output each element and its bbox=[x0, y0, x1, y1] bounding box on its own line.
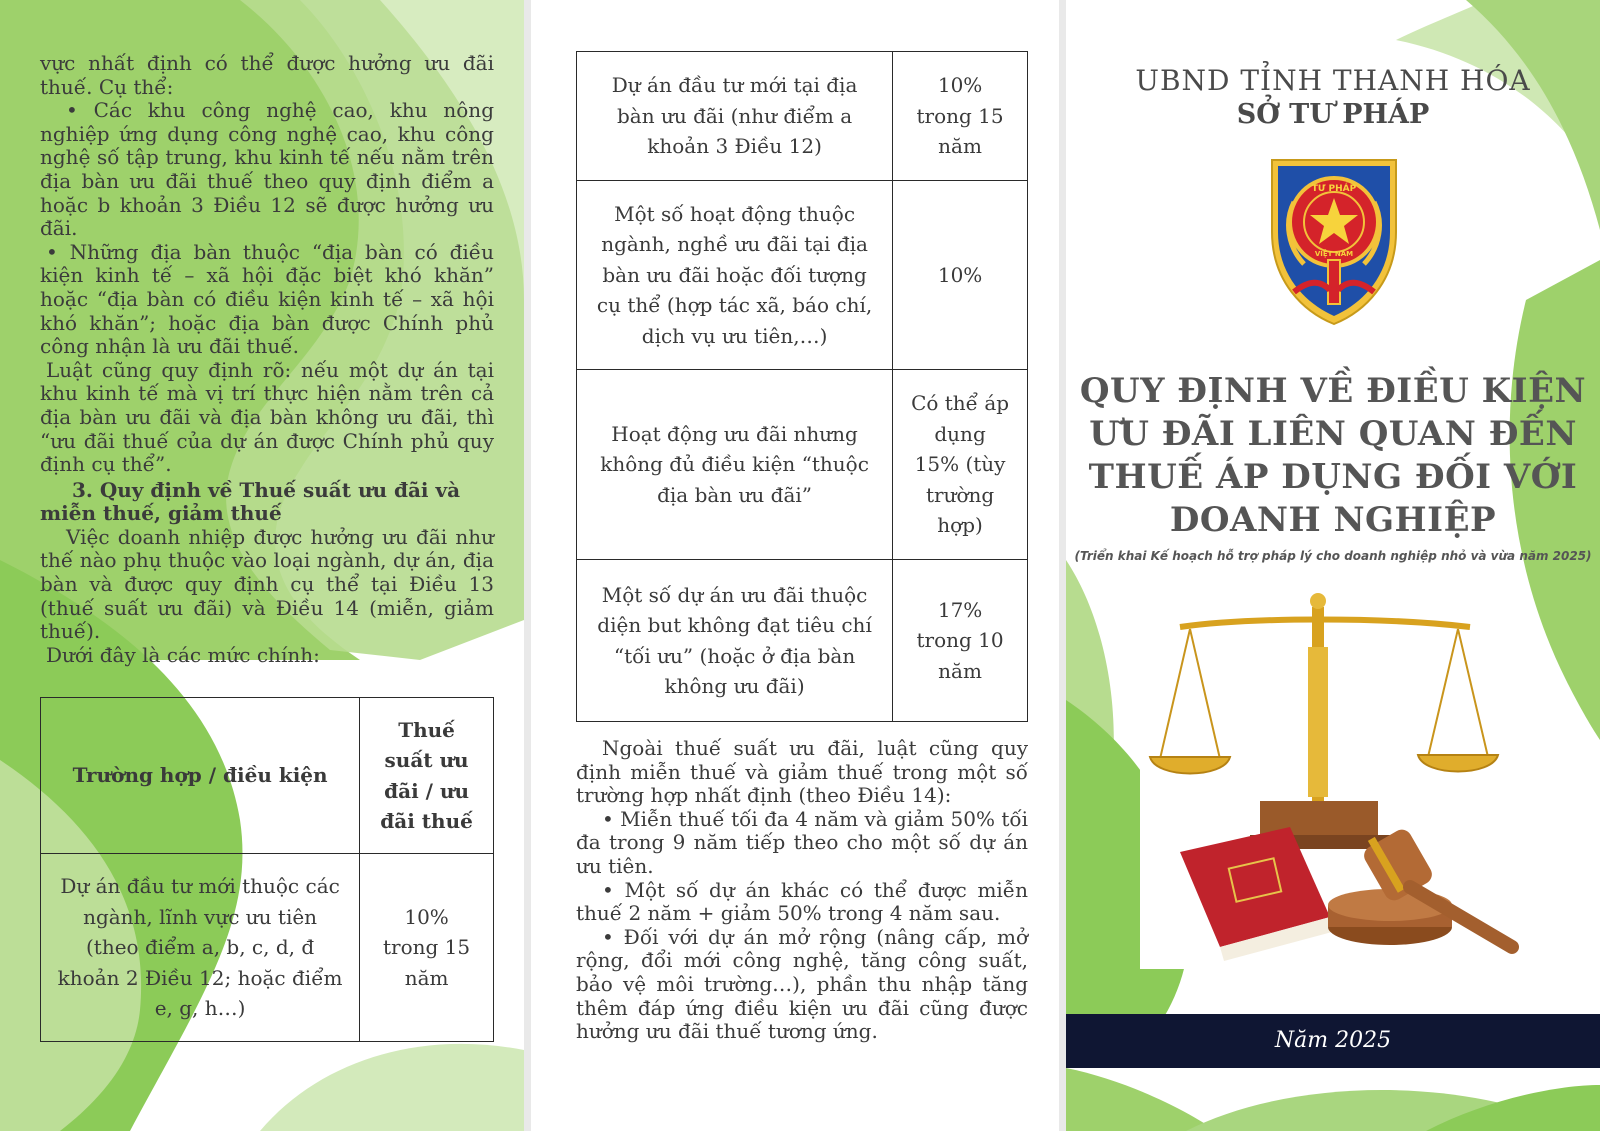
table-row bbox=[577, 52, 1028, 181]
scales-illustration-icon bbox=[1140, 587, 1526, 969]
middle-paragraph-1: Ngoài thuế suất ưu đãi, luật cũng quy định miễn thuế và giảm thuế trong một số trường hợp nhất định (theo Điều 14): bbox=[576, 736, 1028, 808]
org-line-1: UBND TỈNH THANH HÓA bbox=[1135, 64, 1531, 97]
row-rate: 10% trong 15 năm bbox=[893, 52, 1028, 181]
table-row bbox=[41, 854, 494, 1042]
cover-subtitle: (Triển khai Kế hoạch hỗ trợ pháp lý cho doanh nghiệp nhỏ và vừa năm 2025) bbox=[1074, 549, 1592, 563]
middle-bullet-2: • Một số dự án khác có thể được miễn thuế 2 năm + giảm 50% trong 4 năm sau. bbox=[576, 877, 1028, 926]
org-line-2: SỞ TƯ PHÁP bbox=[1236, 99, 1430, 130]
cover-panel bbox=[1066, 0, 1600, 1131]
title-line: THUẾ ÁP DỤNG ĐỐI VỚI bbox=[1088, 457, 1578, 497]
cover-title bbox=[1066, 370, 1600, 542]
middle-tax-table bbox=[576, 51, 1028, 722]
row-condition: Một số hoạt động thuộc ngành, nghề ưu đãi tại địa bàn ưu đãi hoặc đối tượng cụ thể (hợp tác xã, báo chí, dịch vụ ưu tiên,…) bbox=[577, 181, 893, 370]
left-paragraph-2: Luật cũng quy định rõ: nếu một dự án tại khu kinh tế mà vị trí thực hiện nằm trên cả địa bàn ưu đãi và địa bàn không ưu đãi, thì “ưu đãi thuế của dự án được Chính phủ quy định cụ thể”. bbox=[40, 357, 494, 477]
header-rate: Thuế suất ưu đãi / ưu đãi thuế bbox=[360, 698, 494, 854]
middle-bullet-1: • Miễn thuế tối đa 4 năm và giảm 50% tối đa trong 9 năm tiếp theo cho một số dự án ưu tiên. bbox=[576, 806, 1028, 878]
left-bullet-2: • Những địa bàn thuộc “địa bàn có điều kiện kinh tế – xã hội đặc biệt khó khăn” hoặc “địa bàn có điều kiện kinh tế – xã hội khó khăn”; hoặc địa bàn được Chính phủ công nhận là ưu đãi thuế. bbox=[40, 239, 494, 359]
row-rate: 10% trong 15 năm bbox=[360, 854, 494, 1042]
left-tax-table bbox=[40, 697, 494, 1042]
row-condition: Một số dự án ưu đãi thuộc diện but không đạt tiêu chí “tối ưu” (hoặc ở địa bàn không ưu đãi) bbox=[577, 560, 893, 722]
left-intro: Việc doanh nhiệp được hưởng ưu đãi như thế nào phụ thuộc vào loại ngành, dự án, địa bàn và được quy định cụ thể tại Điều 13 (thuế suất ưu đãi) và Điều 14 (miễn, giảm thuế). bbox=[40, 524, 494, 644]
organization-header bbox=[1066, 64, 1600, 130]
left-bullet-1: • Các khu công nghệ cao, khu nông nghiệp ứng dụng công nghệ cao, khu công nghệ số tập trung, khu kinh tế nếu nằm trên địa bàn ưu đãi thuế theo quy định điểm a hoặc b khoản 3 Điều 12 sẽ được hưởng ưu đãi. bbox=[40, 98, 494, 241]
left-paragraph-1: vực nhất định có thể được hưởng ưu đãi thuế. Cụ thể: bbox=[40, 51, 494, 99]
header-condition: Trường hợp / điều kiện bbox=[41, 698, 360, 854]
justice-emblem-icon bbox=[1264, 152, 1404, 327]
left-body-text bbox=[40, 52, 494, 667]
scales-of-justice-image bbox=[1140, 587, 1526, 969]
row-condition: Hoạt động ưu đãi nhưng không đủ điều kiện “thuộc địa bàn ưu đãi” bbox=[577, 370, 893, 560]
row-rate: Có thể áp dụng 15% (tùy trường hợp) bbox=[893, 370, 1028, 560]
emblem-top-text: TƯ PHÁP bbox=[1311, 184, 1357, 194]
table-row bbox=[577, 370, 1028, 560]
left-lead: Dưới đây là các mức chính: bbox=[46, 642, 320, 667]
title-line: ƯU ĐÃI LIÊN QUAN ĐẾN bbox=[1089, 414, 1577, 454]
middle-bullet-3: • Đối với dự án mở rộng (nâng cấp, mở rộng, đổi mới công nghệ, tăng công suất, bảo vệ môi trường…), phần thu nhập tăng thêm đáp ứng điều kiện ưu đãi cũng được hưởng ưu đãi thuế tương ứng. bbox=[576, 924, 1028, 1044]
section-heading: 3. Quy định về Thuế suất ưu đãi và miễn thuế, giảm thuế bbox=[40, 477, 461, 526]
table-row bbox=[577, 560, 1028, 722]
title-line: QUY ĐỊNH VỀ ĐIỀU KIỆN bbox=[1079, 371, 1587, 411]
table-header-row bbox=[41, 698, 494, 854]
table-row bbox=[577, 181, 1028, 370]
year-banner bbox=[1066, 1014, 1600, 1068]
row-condition: Dự án đầu tư mới tại địa bàn ưu đãi (như điểm a khoản 3 Điều 12) bbox=[577, 52, 893, 181]
emblem-bottom-text: VIỆT NAM bbox=[1314, 250, 1354, 258]
middle-panel bbox=[531, 0, 1059, 1131]
row-condition: Dự án đầu tư mới thuộc các ngành, lĩnh vực ưu tiên (theo điểm a, b, c, d, đ khoản 2 Điều 12; hoặc điểm e, g, h…) bbox=[41, 854, 360, 1042]
row-rate: 10% bbox=[893, 181, 1028, 370]
middle-body-text bbox=[576, 737, 1028, 1044]
row-rate: 17% trong 10 năm bbox=[893, 560, 1028, 722]
year-label: Năm 2025 bbox=[1274, 1028, 1392, 1053]
title-line: DOANH NGHIỆP bbox=[1169, 500, 1497, 540]
left-panel bbox=[0, 0, 524, 1131]
